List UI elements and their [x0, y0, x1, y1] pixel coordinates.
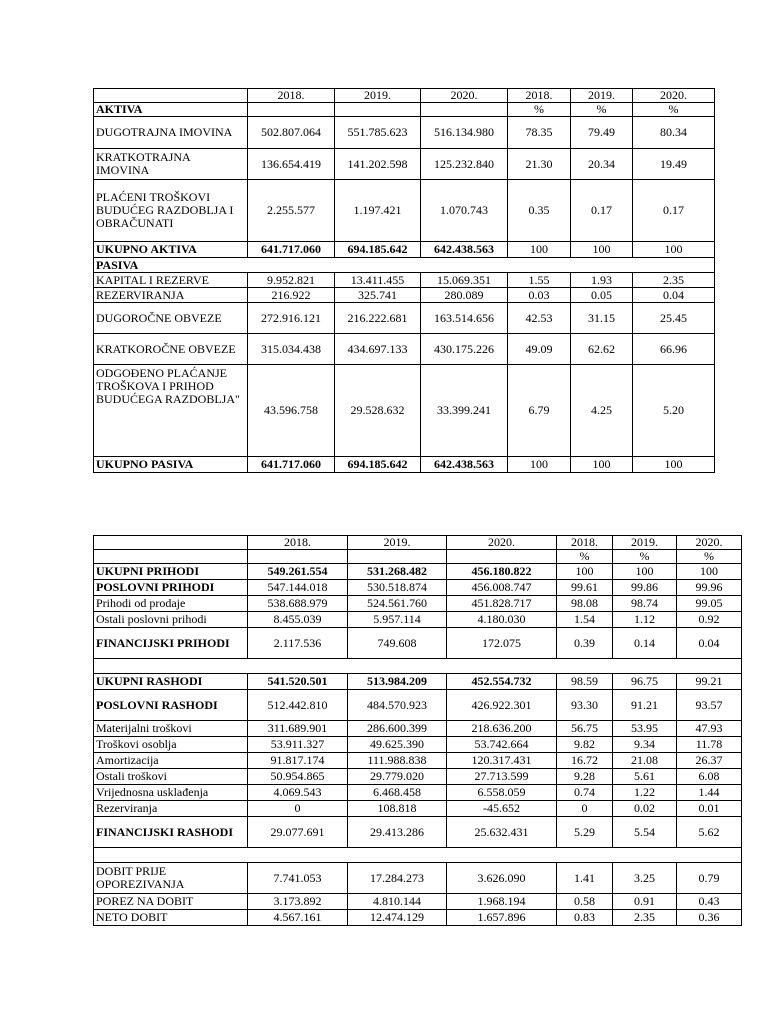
- section-title: PASIVA: [94, 258, 715, 273]
- pct-cell: 5.54: [613, 817, 677, 848]
- table-row: [94, 817, 742, 848]
- pct-cell: 100: [571, 242, 633, 258]
- row-label: Ostali poslovni prihodi: [94, 612, 248, 628]
- header-row: [94, 89, 715, 103]
- value-cell: 25.632.431: [447, 817, 557, 848]
- value-cell: 430.175.226: [421, 334, 508, 365]
- row-label: POREZ NA DOBIT: [94, 894, 248, 910]
- pct-cell: 99.96: [677, 580, 742, 596]
- value-cell: 286.600.399: [348, 721, 447, 737]
- value-cell: 484.570.923: [348, 690, 447, 721]
- value-cell: 0: [248, 801, 348, 817]
- empty-cell: [248, 550, 348, 564]
- table-row: [94, 785, 742, 801]
- value-cell: 502.807.064: [248, 117, 335, 149]
- value-cell: 694.185.642: [335, 242, 421, 258]
- pct-cell: 98.59: [557, 674, 613, 690]
- value-cell: 43.596.758: [248, 365, 335, 457]
- pct-cell: 9.82: [557, 737, 613, 753]
- empty-cell: [94, 550, 248, 564]
- pct-cell: 62.62: [571, 334, 633, 365]
- value-cell: 13.411.455: [335, 273, 421, 288]
- value-cell: 27.713.599: [447, 769, 557, 785]
- pct-cell: 2.35: [633, 273, 715, 288]
- value-cell: 5.957.114: [348, 612, 447, 628]
- pct-cell: 1.54: [557, 612, 613, 628]
- header-empty-cell: [94, 536, 248, 550]
- pct-cell: 0.91: [613, 894, 677, 910]
- row-label: DOBIT PRIJE OPOREZIVANJA: [94, 863, 248, 894]
- pct-cell: 9.28: [557, 769, 613, 785]
- pct-cell: 1.22: [613, 785, 677, 801]
- value-cell: 17.284.273: [348, 863, 447, 894]
- pct-symbol: %: [571, 103, 633, 117]
- pct-cell: 0.92: [677, 612, 742, 628]
- year-header: 2019.: [335, 89, 421, 103]
- pct-cell: 6.08: [677, 769, 742, 785]
- value-cell: 50.954.865: [248, 769, 348, 785]
- table-row: [94, 596, 742, 612]
- value-cell: 541.520.501: [248, 674, 348, 690]
- value-cell: 1.070.743: [421, 180, 508, 242]
- value-cell: 452.554.732: [447, 674, 557, 690]
- table-row: [94, 117, 715, 149]
- pct-cell: 78.35: [508, 117, 571, 149]
- row-label: KAPITAL I REZERVE: [94, 273, 248, 288]
- pct-cell: 100: [571, 457, 633, 473]
- table-row: [94, 690, 742, 721]
- pct-cell: 1.41: [557, 863, 613, 894]
- row-label: ODGOĐENO PLAĆANJE TROŠKOVA I PRIHOD BUDUĆEGA RAZDOBLJA": [94, 365, 248, 457]
- pct-cell: 5.29: [557, 817, 613, 848]
- pct-cell: 0.83: [557, 910, 613, 926]
- value-cell: 311.689.901: [248, 721, 348, 737]
- value-cell: 29.528.632: [335, 365, 421, 457]
- value-cell: 6.558.059: [447, 785, 557, 801]
- income-statement-table: [93, 535, 742, 926]
- pct-cell: 21.30: [508, 149, 571, 180]
- row-label: Materijalni troškovi: [94, 721, 248, 737]
- value-cell: 136.654.419: [248, 149, 335, 180]
- row-label: Ostali troškovi: [94, 769, 248, 785]
- value-cell: 315.034.438: [248, 334, 335, 365]
- pct-cell: 3.25: [613, 863, 677, 894]
- pct-cell: 93.57: [677, 690, 742, 721]
- table-row: [94, 674, 742, 690]
- value-cell: 1.657.896: [447, 910, 557, 926]
- value-cell: 4.810.144: [348, 894, 447, 910]
- value-cell: -45.652: [447, 801, 557, 817]
- pct-cell: 31.15: [571, 303, 633, 334]
- table-row: [94, 910, 742, 926]
- value-cell: 549.261.554: [248, 564, 348, 580]
- pct-cell: 79.49: [571, 117, 633, 149]
- row-label: Prihodi od prodaje: [94, 596, 248, 612]
- row-label: DUGOTRAJNA IMOVINA: [94, 117, 248, 149]
- pct-cell: 0.05: [571, 288, 633, 303]
- pct-cell: 56.75: [557, 721, 613, 737]
- pct-cell: 1.44: [677, 785, 742, 801]
- row-label: POSLOVNI PRIHODI: [94, 580, 248, 596]
- pct-cell: 25.45: [633, 303, 715, 334]
- row-label: Vrijednosna usklađenja: [94, 785, 248, 801]
- value-cell: 172.075: [447, 628, 557, 659]
- pct-cell: 99.61: [557, 580, 613, 596]
- pct-symbol-row: [94, 550, 742, 564]
- row-label: UKUPNI PRIHODI: [94, 564, 248, 580]
- pct-cell: 47.93: [677, 721, 742, 737]
- pct-cell: 99.21: [677, 674, 742, 690]
- value-cell: 530.518.874: [348, 580, 447, 596]
- pct-cell: 98.08: [557, 596, 613, 612]
- value-cell: 426.922.301: [447, 690, 557, 721]
- value-cell: 694.185.642: [335, 457, 421, 473]
- value-cell: 456.008.747: [447, 580, 557, 596]
- row-label: Rezerviranja: [94, 801, 248, 817]
- value-cell: 6.468.458: [348, 785, 447, 801]
- value-cell: 163.514.656: [421, 303, 508, 334]
- pct-cell: 98.74: [613, 596, 677, 612]
- pct-cell: 0.74: [557, 785, 613, 801]
- pct-cell: 93.30: [557, 690, 613, 721]
- value-cell: 29.413.286: [348, 817, 447, 848]
- value-cell: 538.688.979: [248, 596, 348, 612]
- table-row: [94, 564, 742, 580]
- row-label: Troškovi osoblja: [94, 737, 248, 753]
- pct-cell: 5.61: [613, 769, 677, 785]
- pct-symbol: %: [508, 103, 571, 117]
- spacer-row: [94, 659, 742, 674]
- pct-cell: 0.02: [613, 801, 677, 817]
- pct-cell: 0.58: [557, 894, 613, 910]
- table-row: [94, 612, 742, 628]
- pct-cell: 80.34: [633, 117, 715, 149]
- pct-cell: 9.34: [613, 737, 677, 753]
- value-cell: 141.202.598: [335, 149, 421, 180]
- pct-cell: 0.14: [613, 628, 677, 659]
- table-row: [94, 737, 742, 753]
- value-cell: 216.222.681: [335, 303, 421, 334]
- pct-cell: 100: [677, 564, 742, 580]
- value-cell: 451.828.717: [447, 596, 557, 612]
- header-row: [94, 536, 742, 550]
- row-label: POSLOVNI RASHODI: [94, 690, 248, 721]
- section-row-pasiva: [94, 258, 715, 273]
- value-cell: 3.173.892: [248, 894, 348, 910]
- value-cell: 12.474.129: [348, 910, 447, 926]
- pct-year-header: 2020.: [677, 536, 742, 550]
- pct-cell: 5.62: [677, 817, 742, 848]
- row-label: UKUPNI RASHODI: [94, 674, 248, 690]
- table-row: [94, 149, 715, 180]
- table-row: [94, 628, 742, 659]
- pct-cell: 5.20: [633, 365, 715, 457]
- pct-cell: 1.93: [571, 273, 633, 288]
- value-cell: 2.255.577: [248, 180, 335, 242]
- value-cell: 551.785.623: [335, 117, 421, 149]
- table-row: [94, 365, 715, 457]
- pct-cell: 2.35: [613, 910, 677, 926]
- value-cell: 456.180.822: [447, 564, 557, 580]
- value-cell: 29.779.020: [348, 769, 447, 785]
- pct-cell: 100: [633, 457, 715, 473]
- table-row: [94, 303, 715, 334]
- section-title: AKTIVA: [94, 103, 248, 117]
- pct-year-header: 2020.: [633, 89, 715, 103]
- value-cell: 641.717.060: [248, 242, 335, 258]
- pct-cell: 100: [557, 564, 613, 580]
- spacer-cell: [94, 848, 742, 863]
- value-cell: 513.984.209: [348, 674, 447, 690]
- value-cell: 120.317.431: [447, 753, 557, 769]
- value-cell: 749.608: [348, 628, 447, 659]
- pct-cell: 11.78: [677, 737, 742, 753]
- empty-cell: [248, 103, 335, 117]
- pct-cell: 26.37: [677, 753, 742, 769]
- table-row: [94, 180, 715, 242]
- pct-cell: 6.79: [508, 365, 571, 457]
- empty-cell: [348, 550, 447, 564]
- value-cell: 216.922: [248, 288, 335, 303]
- pct-cell: 1.55: [508, 273, 571, 288]
- value-cell: 111.988.838: [348, 753, 447, 769]
- row-label: NETO DOBIT: [94, 910, 248, 926]
- table-row: [94, 863, 742, 894]
- total-row-aktiva: [94, 242, 715, 258]
- row-label: FINANCIJSKI RASHODI: [94, 817, 248, 848]
- pct-symbol: %: [677, 550, 742, 564]
- value-cell: 7.741.053: [248, 863, 348, 894]
- year-header: 2020.: [447, 536, 557, 550]
- pct-symbol: %: [613, 550, 677, 564]
- table-row: [94, 753, 742, 769]
- value-cell: 547.144.018: [248, 580, 348, 596]
- row-label: PLAĆENI TROŠKOVI BUDUĆEG RAZDOBLJA I OBRAČUNATI: [94, 180, 248, 242]
- value-cell: 33.399.241: [421, 365, 508, 457]
- empty-cell: [335, 103, 421, 117]
- pct-cell: 0.03: [508, 288, 571, 303]
- pct-year-header: 2018.: [508, 89, 571, 103]
- value-cell: 524.561.760: [348, 596, 447, 612]
- pct-cell: 0.35: [508, 180, 571, 242]
- year-header: 2019.: [348, 536, 447, 550]
- pct-cell: 100: [633, 242, 715, 258]
- table-row: [94, 580, 742, 596]
- header-empty-cell: [94, 89, 248, 103]
- value-cell: 642.438.563: [421, 457, 508, 473]
- spacer-cell: [94, 659, 742, 674]
- pct-cell: 91.21: [613, 690, 677, 721]
- value-cell: 218.636.200: [447, 721, 557, 737]
- row-label: DUGOROČNE OBVEZE: [94, 303, 248, 334]
- pct-cell: 0.39: [557, 628, 613, 659]
- pct-cell: 66.96: [633, 334, 715, 365]
- pct-symbol: %: [633, 103, 715, 117]
- value-cell: 272.916.121: [248, 303, 335, 334]
- value-cell: 108.818: [348, 801, 447, 817]
- pct-symbol: %: [557, 550, 613, 564]
- value-cell: 15.069.351: [421, 273, 508, 288]
- value-cell: 53.911.327: [248, 737, 348, 753]
- pct-cell: 20.34: [571, 149, 633, 180]
- value-cell: 4.180.030: [447, 612, 557, 628]
- pct-cell: 96.75: [613, 674, 677, 690]
- pct-cell: 1.12: [613, 612, 677, 628]
- pct-cell: 0: [557, 801, 613, 817]
- empty-cell: [421, 103, 508, 117]
- pct-cell: 0.43: [677, 894, 742, 910]
- value-cell: 8.455.039: [248, 612, 348, 628]
- value-cell: 4.069.543: [248, 785, 348, 801]
- pct-year-header: 2019.: [613, 536, 677, 550]
- table-row: [94, 288, 715, 303]
- pct-cell: 99.86: [613, 580, 677, 596]
- pct-cell: 42.53: [508, 303, 571, 334]
- pct-cell: 4.25: [571, 365, 633, 457]
- year-header: 2018.: [248, 536, 348, 550]
- pct-cell: 19.49: [633, 149, 715, 180]
- value-cell: 642.438.563: [421, 242, 508, 258]
- value-cell: 29.077.691: [248, 817, 348, 848]
- row-label: Amortizacija: [94, 753, 248, 769]
- table-row: [94, 801, 742, 817]
- value-cell: 125.232.840: [421, 149, 508, 180]
- value-cell: 2.117.536: [248, 628, 348, 659]
- pct-year-header: 2018.: [557, 536, 613, 550]
- pct-cell: 0.01: [677, 801, 742, 817]
- year-header: 2020.: [421, 89, 508, 103]
- row-label: KRATKOTRAJNA IMOVINA: [94, 149, 248, 180]
- value-cell: 49.625.390: [348, 737, 447, 753]
- value-cell: 512.442.810: [248, 690, 348, 721]
- pct-cell: 21.08: [613, 753, 677, 769]
- section-row-aktiva: [94, 103, 715, 117]
- value-cell: 434.697.133: [335, 334, 421, 365]
- table-row: [94, 334, 715, 365]
- row-label: REZERVIRANJA: [94, 288, 248, 303]
- pct-cell: 0.04: [633, 288, 715, 303]
- row-label: KRATKOROČNE OBVEZE: [94, 334, 248, 365]
- pct-cell: 100: [508, 242, 571, 258]
- value-cell: 325.741: [335, 288, 421, 303]
- value-cell: 91.817.174: [248, 753, 348, 769]
- row-label: UKUPNO PASIVA: [94, 457, 248, 473]
- row-label: UKUPNO AKTIVA: [94, 242, 248, 258]
- pct-cell: 0.79: [677, 863, 742, 894]
- table-row: [94, 894, 742, 910]
- value-cell: 531.268.482: [348, 564, 447, 580]
- table-row: [94, 721, 742, 737]
- pct-cell: 0.04: [677, 628, 742, 659]
- pct-cell: 0.17: [571, 180, 633, 242]
- value-cell: 641.717.060: [248, 457, 335, 473]
- total-row-pasiva: [94, 457, 715, 473]
- pct-cell: 49.09: [508, 334, 571, 365]
- pct-cell: 0.36: [677, 910, 742, 926]
- pct-cell: 99.05: [677, 596, 742, 612]
- pct-cell: 53.95: [613, 721, 677, 737]
- value-cell: 1.197.421: [335, 180, 421, 242]
- value-cell: 1.968.194: [447, 894, 557, 910]
- pct-cell: 100: [613, 564, 677, 580]
- value-cell: 3.626.090: [447, 863, 557, 894]
- value-cell: 53.742.664: [447, 737, 557, 753]
- balance-sheet-table: [93, 88, 715, 473]
- pct-cell: 0.17: [633, 180, 715, 242]
- table-row: [94, 769, 742, 785]
- value-cell: 9.952.821: [248, 273, 335, 288]
- row-label: FINANCIJSKI PRIHODI: [94, 628, 248, 659]
- empty-cell: [447, 550, 557, 564]
- value-cell: 4.567.161: [248, 910, 348, 926]
- table-row: [94, 273, 715, 288]
- value-cell: 516.134.980: [421, 117, 508, 149]
- pct-cell: 100: [508, 457, 571, 473]
- pct-year-header: 2019.: [571, 89, 633, 103]
- year-header: 2018.: [248, 89, 335, 103]
- value-cell: 280.089: [421, 288, 508, 303]
- pct-cell: 16.72: [557, 753, 613, 769]
- spacer-row: [94, 848, 742, 863]
